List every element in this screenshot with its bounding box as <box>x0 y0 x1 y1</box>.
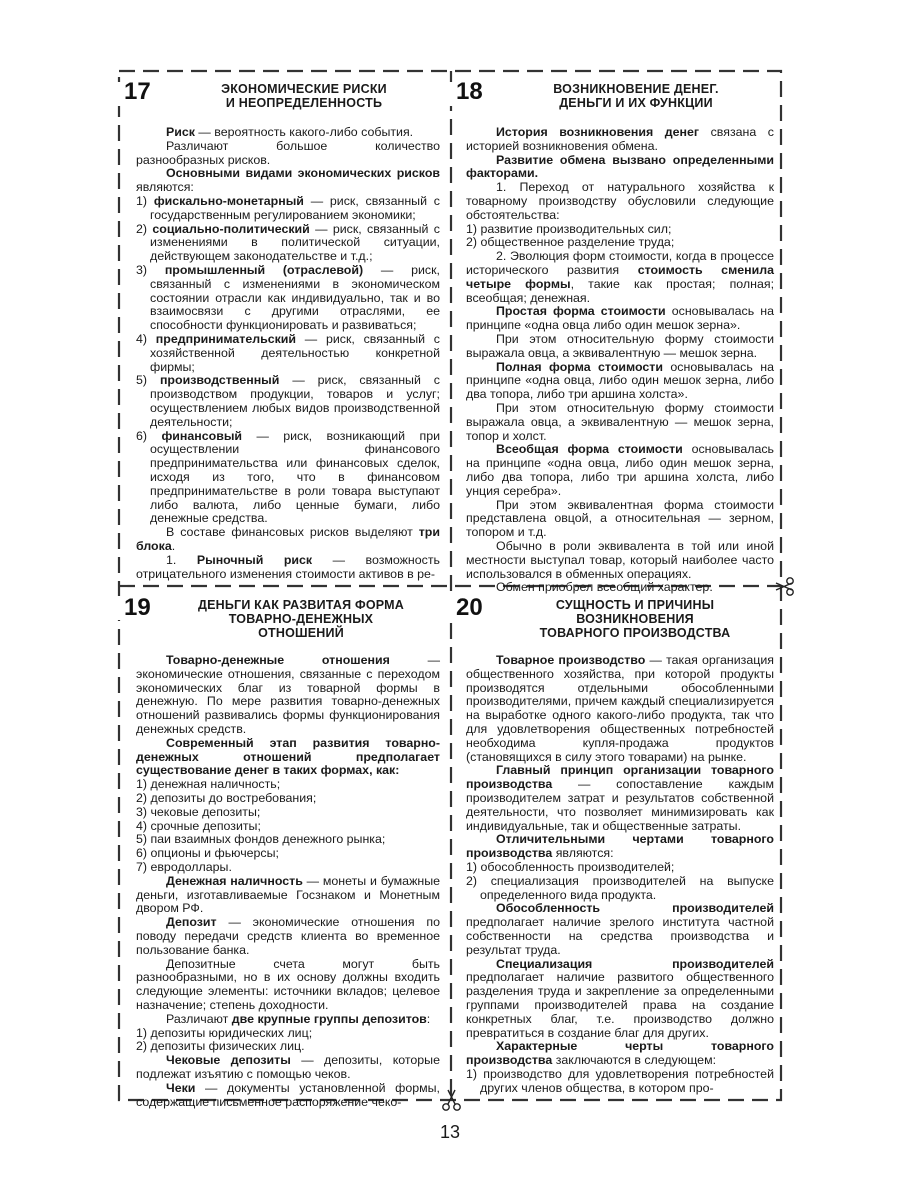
list-item <box>136 861 440 875</box>
text-run: 1. <box>166 552 197 567</box>
text-run: — экономические отношения, связанные с переходом экономических благ из товарной формы в денежную. По мере развития товарно-денежных отношений развивались формы функционирования денежных средств. <box>136 653 440 736</box>
card-17 <box>124 78 442 581</box>
paragraph <box>136 554 440 582</box>
list-item <box>136 833 440 847</box>
bold-term: Специализация производителей <box>496 956 774 971</box>
card-title: ВОЗНИКНОВЕНИЕ ДЕНЕГ. ДЕНЬГИ И ИХ ФУНКЦИИ <box>553 82 719 110</box>
card-number: 20 <box>456 594 483 621</box>
text-run: 2) депозиты физических лиц. <box>136 1039 305 1054</box>
paragraph <box>466 499 774 540</box>
bold-term: Рыночный риск <box>196 552 313 567</box>
text-run: основывалась на принципе «одна овца либо один мешок зерна». <box>466 304 774 333</box>
text-run: 6) опционы и фьючерсы; <box>136 846 279 861</box>
list-item <box>136 264 440 333</box>
text-run: — возможность отрицательного изменения стоимости активов в ре- <box>136 552 440 581</box>
text-run: Обмен приобрел всеобщий характер. <box>496 580 713 595</box>
bold-term: финансовый <box>161 428 243 443</box>
card-20 <box>456 594 776 1095</box>
card-body <box>466 654 774 1096</box>
list-item <box>136 1027 440 1041</box>
list-item <box>136 778 440 792</box>
text-run: основывалась на принципе «одна овца, либо один мешок зерна, либо два топора, либо три аршина холста». <box>466 359 774 402</box>
bold-term: Отличительными чертами товарного производства <box>466 832 774 861</box>
bold-term: производственный <box>159 373 280 388</box>
list-item <box>466 223 774 237</box>
bold-term: Всеобщая форма стоимости <box>496 442 683 457</box>
page-number: 13 <box>439 1122 461 1142</box>
bold-term: Товарно-денежные отношения <box>166 653 390 667</box>
paragraph <box>466 250 774 305</box>
text-run: — вероятность какого-либо события. <box>194 125 414 139</box>
bold-term: Чеки <box>166 1080 196 1095</box>
list-item <box>136 374 440 429</box>
paragraph <box>466 654 774 764</box>
card-number: 18 <box>456 78 483 105</box>
bold-term: Простая форма стоимости <box>496 304 666 319</box>
text-run: 4) срочные депозиты; <box>136 818 261 833</box>
bold-term: Главный принцип организации товарного производства <box>466 763 774 792</box>
paragraph <box>136 1054 440 1082</box>
text-run: , такие как простая; полная; всеобщая; денежная. <box>466 276 775 305</box>
bold-term: стоимость сменила четыре формы <box>466 262 774 291</box>
paragraph <box>466 402 774 443</box>
text-run: При этом относительную форму стоимости выражала овца, а эквивалентную — мешок зерна. <box>466 331 774 360</box>
paragraph <box>466 154 774 182</box>
text-run: — риск, возникающий при осуществлении финансового предпринимательства или финансовых сделок, исходя из того, что в финансовом предпринимательстве в роли товара выступают либо валюта, либо ценные бумаги, либо денежные средства. <box>150 428 441 526</box>
bold-term: Развитие обмена вызвано определенными факторами. <box>466 152 774 181</box>
list-item <box>136 792 440 806</box>
text-run: 6) <box>136 428 162 443</box>
list-item <box>466 861 774 875</box>
bold-term: предпринимательский <box>155 331 297 346</box>
text-run: 1) депозиты юридических лиц; <box>136 1025 313 1040</box>
list-item <box>136 333 440 374</box>
paragraph <box>136 958 440 1013</box>
text-run: — документы установленной формы, содержащие письменное распоряжение чеко- <box>136 1080 440 1109</box>
card-19 <box>124 594 442 1109</box>
text-run: Различают большое количество разнообразных рисков. <box>136 138 440 167</box>
text-run: 4) <box>136 331 156 346</box>
bold-term: История возникновения денег <box>496 125 700 139</box>
text-run: 5) <box>136 373 160 388</box>
text-run: являются: <box>136 180 194 195</box>
text-run: 1) денежная наличность; <box>136 777 281 792</box>
text-run: 1. Переход от натурального хозяйства к товарному производству обусловили следующие обстоятельства: <box>466 180 774 222</box>
card-title: ДЕНЬГИ КАК РАЗВИТАЯ ФОРМА ТОВАРНО-ДЕНЕЖНЫХ ОТНОШЕНИЙ <box>197 598 404 640</box>
text-run: — риск, связанный с хозяйственной деятельностью конкретной фирмы; <box>150 331 440 374</box>
paragraph <box>136 916 440 957</box>
text-run: — монеты и бумажные деньги, изготавливаемые Госзнаком и Монетным двором РФ. <box>136 873 440 916</box>
text-run: . <box>171 538 176 553</box>
list-item <box>136 820 440 834</box>
paragraph <box>466 181 774 222</box>
text-run: 3) <box>136 262 165 277</box>
paragraph <box>466 333 774 361</box>
paragraph <box>466 540 774 581</box>
text-run: связана с историей возникновения обмена. <box>466 125 774 153</box>
bold-term: две крупные группы депозитов <box>231 1011 427 1026</box>
list-item <box>136 806 440 820</box>
card-title: ЭКОНОМИЧЕСКИЕ РИСКИ И НЕОПРЕДЕЛЕННОСТЬ <box>221 82 387 110</box>
paragraph <box>466 958 774 1041</box>
text-run: Депозитные счета могут быть разнообразными, но в их основу должны входить следующие элементы: источники вкладов; целевое назначение; степень доходности. <box>136 956 440 1012</box>
paragraph <box>136 654 440 737</box>
text-run: 2) специализация производителей на выпуске определенного вида продукта. <box>466 873 774 902</box>
text-run: предполагает наличие развитого общественного разделения труда и закрепление за определенными группами производителей права на создание конкретных благ, т.е. производство должно превратиться в создание благ для других. <box>466 970 774 1040</box>
bold-term: Депозит <box>166 915 217 930</box>
paragraph <box>136 140 440 168</box>
text-run: 1) <box>136 193 154 208</box>
bold-term: социально-политический <box>152 221 310 236</box>
list-item <box>466 236 774 250</box>
paragraph <box>136 737 440 778</box>
text-run: 2. Эволюция форм стоимости, когда в процессе исторического развития <box>466 249 774 277</box>
bold-term: промышленный (отраслевой) <box>164 262 364 277</box>
bold-term: три блока <box>136 525 440 553</box>
card-body <box>466 126 774 595</box>
bold-term: Денежная наличность <box>166 873 303 888</box>
text-run: — экономические отношения по поводу передачи средств клиента во временное пользование банка. <box>136 915 440 957</box>
text-run: 2) общественное разделение труда; <box>466 235 675 250</box>
text-run: — риск, связанный с государственным регулированием экономики; <box>150 193 440 222</box>
text-run: Обычно в роли эквивалента в той или иной местности выступал товар, который наиболее часто использовался в обменных операциях. <box>466 538 774 581</box>
paragraph <box>466 1040 774 1068</box>
text-run: — сопоставление каждым производителем затрат и результатов собственной деятельности, что позволяет минимизировать как индивидуальные, так и общественные затраты. <box>466 777 774 833</box>
text-run: — риск, связанный с производством продукции, товаров и услуг; осуществлением любых видов производственной деятельности; <box>150 373 440 429</box>
text-run: 2) <box>136 221 153 236</box>
list-item <box>136 223 440 264</box>
card-title: СУЩНОСТЬ И ПРИЧИНЫ ВОЗНИКНОВЕНИЯ ТОВАРНОГО ПРОИЗВОДСТВА <box>539 598 731 640</box>
list-item <box>136 430 440 527</box>
text-run: являются: <box>552 846 614 861</box>
text-run: — риск, связанный с изменениями в экономическом состоянии отрасли как индивидуально, так и во взаимосвязи с другими отраслями, ее способности функционировать и развиваться; <box>150 262 440 333</box>
list-item <box>136 1040 440 1054</box>
bold-term: Чековые депозиты <box>166 1053 291 1068</box>
paragraph <box>466 764 774 833</box>
card-number: 17 <box>124 78 151 105</box>
text-run: 1) развитие производительных сил; <box>466 221 672 236</box>
text-run: предполагает наличие зрелого института частной собственности на средства производства и результат труда. <box>466 915 774 957</box>
text-run: 1) обособленность производителей; <box>466 859 675 874</box>
card-18 <box>456 78 776 595</box>
paragraph <box>466 902 774 957</box>
paragraph <box>136 1082 440 1110</box>
text-run: Различают <box>166 1011 232 1026</box>
text-run: При этом относительную форму стоимости выражала овца, а эквивалентную — мешок зерна, топор и холст. <box>466 400 774 443</box>
bold-term: Характерные черты товарного производства <box>466 1039 774 1068</box>
list-item <box>136 847 440 861</box>
bold-term: фискально-монетарный <box>153 193 304 208</box>
list-item <box>466 875 774 903</box>
paragraph <box>466 833 774 861</box>
text-run: — риск, связанный с изменениями в политической ситуации, действующем законодательстве и т.д.; <box>150 221 440 264</box>
paragraph <box>466 443 774 498</box>
bold-term: Обособленность производителей <box>496 901 774 916</box>
paragraph <box>136 875 440 916</box>
bold-term: Современный этап развития товарно-денежных отношений предполагает существование денег в таких формах, как: <box>136 735 440 778</box>
text-run: 5) паи взаимных фондов денежного рынка; <box>136 832 386 847</box>
card-number: 19 <box>124 594 151 621</box>
text-run: заключаются в следующем: <box>552 1053 717 1068</box>
text-run: 7) евродоллары. <box>136 859 232 874</box>
paragraph <box>466 361 774 402</box>
paragraph <box>136 167 440 195</box>
bold-term: Риск <box>166 125 195 139</box>
text-run: 1) производство для удовлетворения потребностей других членов общества, в котором про- <box>466 1066 774 1095</box>
text-run: — такая организация общественного хозяйства, при которой продукты производятся отдельными обособленными производителями, причем каждый специализируется на выработке одного какого-либо продукта, так что для удовлетворения общественных потребностей необходима купля-продажа продуктов (становящихся в силу этого товарами) на рынке. <box>466 653 774 764</box>
paragraph <box>466 581 774 595</box>
bold-term: Полная форма стоимости <box>496 359 663 374</box>
text-run: : <box>426 1011 431 1026</box>
paragraph <box>136 1013 440 1027</box>
card-body <box>136 654 440 1109</box>
text-run: основывалась на принципе «одна овца, либо один мешок зерна, либо два топора, либо три аршина холста, либо унция серебра». <box>466 442 775 498</box>
bold-term: Основными видами экономических рисков <box>166 166 440 181</box>
text-run: — депозиты, которые подлежат изъятию с помощью чеков. <box>136 1053 440 1081</box>
list-item <box>466 1068 774 1096</box>
text-run: При этом эквивалентная форма стоимости представлена овцой, а относительная — зерном, топором и т.д. <box>466 497 774 540</box>
card-body <box>136 126 440 581</box>
text-run: 2) депозиты до востребования; <box>136 790 317 805</box>
text-run: 3) чековые депозиты; <box>136 804 261 819</box>
text-run: В составе финансовых рисков выделяют <box>166 525 419 540</box>
paragraph <box>136 126 440 140</box>
paragraph <box>136 526 440 554</box>
list-item <box>136 195 440 223</box>
bold-term: Товарное производство <box>496 653 646 667</box>
paragraph <box>466 126 774 154</box>
paragraph <box>466 305 774 333</box>
